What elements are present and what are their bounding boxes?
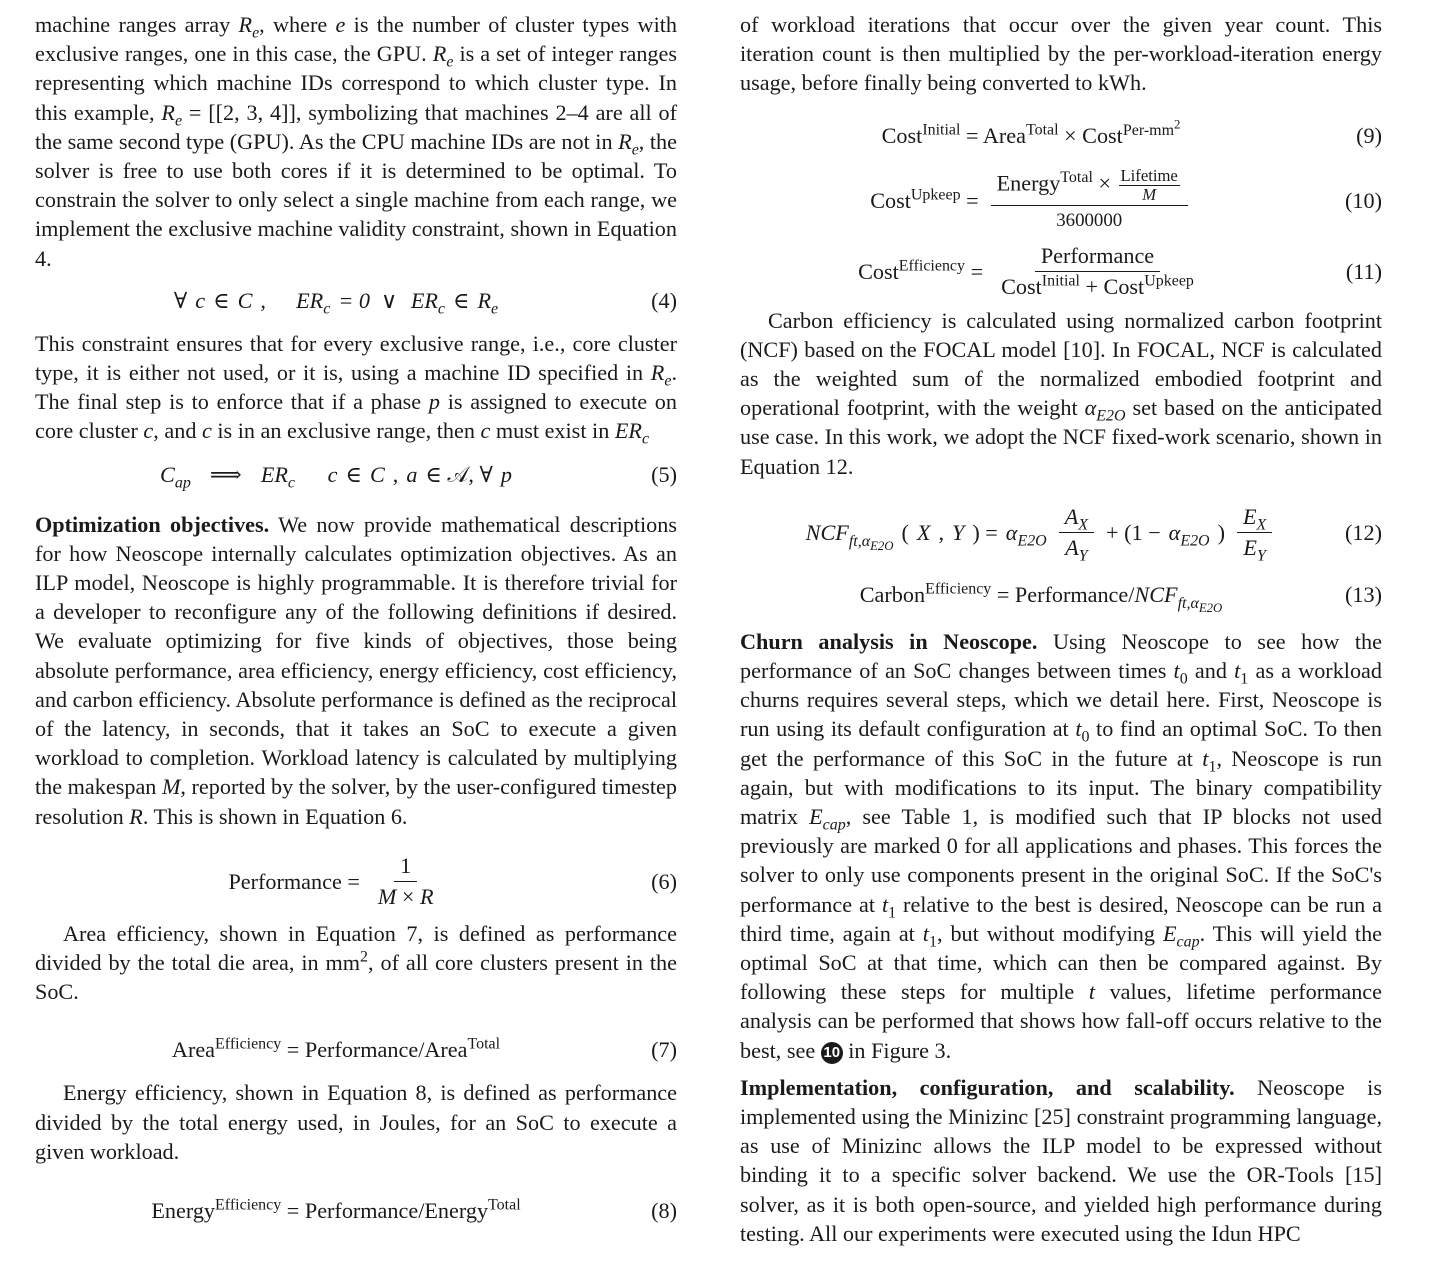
figure-marker-badge: 10 (821, 1042, 843, 1064)
paragraph-optimization-objectives: Optimization objectives. We now provide mathematical descriptions for how Neoscope internally calculates optimization objectives. As an ILP model, Neoscope is highly programmable. It is therefore trivial for a developer to reconfigure any of the following definitions if desired. We evaluate optimizing for five kinds of objectives, those being absolute performance, area efficiency, energy efficiency, cost efficiency, and carbon efficiency. Absolute performance is defined as the reciprocal of the latency, in seconds, that it takes an SoC to execute a given workload to completion. Workload latency is calculated by multiplying the makespan M, reported by the solver, by the user-configured timestep resolution R. This is shown in Equation 6. (35, 511, 678, 829)
equation-number: (12) (1345, 520, 1382, 546)
equation-number: (8) (651, 1198, 677, 1224)
equation-number: (5) (651, 462, 677, 488)
equation-number: (7) (651, 1036, 677, 1062)
equation-number: (11) (1345, 259, 1382, 284)
paragraph-constraint: This constraint ensures that for every exclusive range, i.e., core cluster type, it is either not used, or it is, using a machine ID specified in $R_e$. The final step is to enforce that if a phase p is assigned to execute on core cluster c, and c is in an exclusive range, then c must exist in $ER_c$ (35, 330, 677, 448)
equation-number: (6) (651, 869, 677, 895)
paragraph-energy-efficiency: Energy efficiency, shown in Equation 8, is defined as performance divided by the total energy used, in Joules, for an SoC to execute a given workload. (35, 1080, 677, 1164)
equation-8: Energy$^{Efficiency}$ = Performance/Energy$^{Total}$ (8) (0, 1182, 677, 1240)
equation-11: Cost$^{Efficiency}$ = $\frac{\text{Performance}}{Cost^{Initial} + Cost^{Upkeep}}$ (11) (858, 243, 1382, 300)
equation-number: (4) (651, 288, 677, 314)
run-in-heading: Implementation, configuration, and scalability. (740, 1074, 1235, 1100)
equation-6: Performance = $\frac{1}{M \times R}$ (6) (228, 853, 677, 910)
equation-9: Cost$^{Initial}$ = Area$^{Total}$ × Cost$^{Per-mm^2}$ (9) (680, 108, 1382, 164)
run-in-heading: Churn analysis in Neoscope. (740, 628, 1038, 654)
equation-number: (9) (1356, 123, 1382, 148)
equation-number: (13) (1345, 582, 1382, 608)
equation-10: Cost$^{Upkeep}$ = Energy$^{Total}$ × $\frac{\text{Lifetime}}{M}$ 3600000 (10) (870, 165, 1382, 231)
paragraph-implementation: Implementation, configuration, and scalability. Neoscope is implemented using the Minizinc [25] constraint programming language, as use of Minizinc allows the ILP model to be expressed without binding it to a specific solver backend. We use the OR-Tools [15] solver, as it is both open-source, and yielded high performance during testing. All our experiments were executed using the Idun HPC (740, 1074, 1382, 1246)
paragraph-carbon-efficiency: Carbon efficiency is calculated using normalized carbon footprint (NCF) based on the FOCAL model [10]. In FOCAL, NCF is calculated as the weighted sum of the normalized embodied footprint and operational footprint, with the weight $\alpha_{E2O}$ set based on the anticipated use case. In this work, we adopt the NCF fixed-work scenario, shown in Equation 12. (740, 307, 1382, 479)
paragraph-churn-analysis: Churn analysis in Neoscope. Using Neoscope to see how the performance of an SoC changes between times $t_0$ and $t_1$ as a workload churns requires several steps, which we detail here. First, Neoscope is run using its default configuration at $t_0$ to find an optimal SoC. To then get the performance of this SoC in the future at $t_1$, Neoscope is run again, but with modifications to its input. The binary compatibility matrix $E_{cap}$, see Table 1, is modified such that IP blocks not used previously are marked 0 for all applications and phases. This forces the solver to only use components present in the original SoC. If the SoC's performance at $t_1$ relative to the best is desired, Neoscope can be run a third time, again at $t_1$, but without modifying $E_{cap}$. This will yield the optimal SoC at that time, which can then be compared against. By following these steps for multiple t values, lifetime performance analysis can be performed that shows how fall-off occurs relative to the best, see 10 in Figure 3. (740, 628, 1383, 1063)
paragraph-area-efficiency: Area efficiency, shown in Equation 7, is defined as performance divided by the total die area, in $mm^2$, of all core clusters present in the SoC. (35, 920, 677, 1005)
equation-number: (10) (1345, 188, 1382, 213)
equation-13: Carbon$^{Efficiency}$ = Performance/$NCF_{ft,\alpha_{E2O}}$ (13) (859, 580, 1382, 615)
run-in-heading: Optimization objectives. (35, 511, 270, 537)
paragraph-exclusive-ranges: machine ranges array $R_e$, where e is the number of cluster types with exclusive ranges, one in this case, the GPU. $R_e$ is a set of integer ranges representing which machine IDs correspond to which cluster type. In this example, $R_e = [[2$, 3, 4]], symbolizing that machines 2–4 are all of the same second type (GPU). As the CPU machine IDs are not in $R_e$, the solver is free to use both cores if it is determined to be optimal. To constrain the solver to only select a single machine from each range, we implement the exclusive machine validity constraint, shown in Equation 4. (35, 12, 678, 271)
equation-7: Area$^{Efficiency}$ = Performance/Area$^{Total}$ (7) (0, 1020, 677, 1078)
left-column (35, 10, 677, 1240)
equation-5: $C_{ap}$ ⟹ $ER_c$ c ∈ C , a ∈ 𝒜, ∀ p (5) (160, 462, 677, 492)
equation-12: $NCF_{ft,\alpha_{E2O}}$ ( X , Y ) = $\alpha_{E2O}$ $\frac{A_X}{A_Y}$ + (1 − $\alpha_{E2O}$ ) $\frac{E_X}{E_Y}$ (12) (805, 504, 1382, 565)
paragraph-workload-iterations: of workload iterations that occur over the given year count. This iteration count is then multiplied by the per-workload-iteration energy usage, before finally being converted to kWh. (740, 12, 1382, 96)
right-column (740, 10, 1382, 1248)
equation-4: ∀ c ∈ C , $ER_c$ = 0 ∨ $ER_c$ ∈ $R_e$ (4) (173, 288, 677, 318)
